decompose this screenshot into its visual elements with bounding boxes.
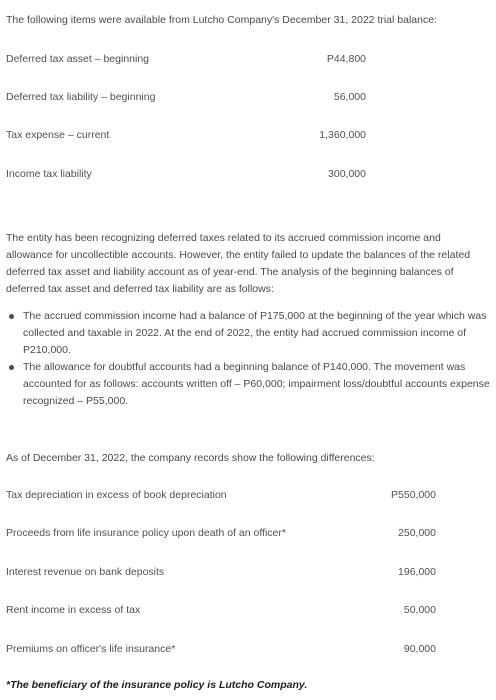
bullet-text: The accrued commission income had a balance of P175,000 at the beginning of the year which was collected and taxable in 2022. At the end of 2022, the entity had accrued commission income of P210,000. [23, 310, 487, 356]
difference-label: Interest revenue on bank deposits [6, 566, 165, 578]
difference-label: Premiums on officer's life insurance* [6, 643, 176, 655]
list-item [6, 359, 490, 410]
difference-label: Rent income in excess of tax [6, 604, 141, 616]
trial-balance-label: Deferred tax liability – beginning [6, 91, 156, 103]
trial-balance-value: 1,360,000 [319, 129, 366, 141]
difference-label: Tax depreciation in excess of book depreciation [6, 489, 227, 501]
difference-label: Proceeds from life insurance policy upon death of an officer* [6, 527, 286, 539]
analysis-bullet-list [6, 308, 490, 410]
intro-text: The following items were available from Lutcho Company's December 31, 2022 trial balance: [6, 14, 437, 26]
bullet-icon [9, 365, 14, 370]
trial-balance-value: 56,000 [333, 91, 366, 103]
bullet-icon [9, 314, 14, 319]
trial-balance-value: 300,000 [328, 168, 366, 180]
trial-balance-value: P44,800 [326, 53, 366, 65]
difference-value: 90,000 [403, 643, 436, 655]
list-item [6, 308, 490, 359]
difference-value: P550,000 [391, 489, 436, 501]
trial-balance-label: Income tax liability [6, 168, 92, 180]
bullet-text: The allowance for doubtful accounts had a beginning balance of P140,000. The movement was accounted for as follows: accounts written off – P60,000; impairment loss/doubtful accounts expense recognized – P55,000. [23, 361, 490, 407]
difference-value: 50,000 [403, 604, 436, 616]
difference-value: 250,000 [398, 527, 436, 539]
trial-balance-label: Deferred tax asset – beginning [6, 53, 150, 65]
trial-balance-label: Tax expense – current [6, 129, 110, 141]
insurance-footnote: *The beneficiary of the insurance policy is Lutcho Company. [6, 679, 308, 691]
differences-intro: As of December 31, 2022, the company records show the following differences: [6, 452, 375, 464]
analysis-paragraph: The entity has been recognizing deferred taxes related to its accrued commission income and allowance for uncollectible accounts. However, the entity failed to update the balances of the related deferred tax asset and liability account as of year-end. The analysis of the beginning balances of deferred tax asset and deferred tax liability are as follows: [6, 232, 471, 295]
difference-value: 196,000 [398, 566, 436, 578]
